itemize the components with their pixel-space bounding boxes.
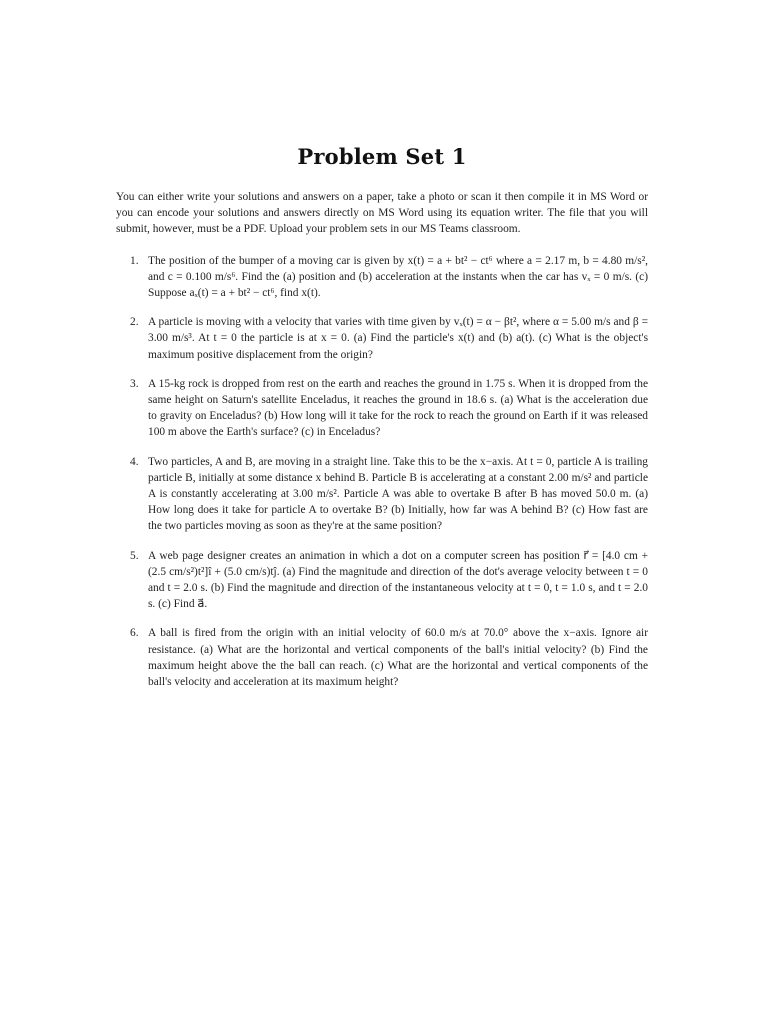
problem-number: 5.: [130, 549, 139, 562]
problem-list: [116, 253, 648, 691]
problem-number: 1.: [130, 254, 139, 267]
problem-item: [116, 314, 648, 363]
problem-item: [116, 454, 648, 535]
problem-item: [116, 376, 648, 441]
problem-number: 4.: [130, 455, 139, 468]
problem-text: Two particles, A and B, are moving in a straight line. Take this to be the x−axis. At t = 0, particle A is trailing particle B, initially at some distance x behind B. Particle B is accelerating at a constant 2.00 m/s² and particle A is constantly accelerating at 3.00 m/s². Particle A was able to overtake B after B has moved 50.0 m. (a) How long does it take for particle A to overtake B? (b) Initially, how far was A behind B? (c) How fast are the two particles moving as soon as they're at the same position?: [148, 455, 648, 533]
problem-number: 2.: [130, 316, 139, 329]
intro-paragraph: You can either write your solutions and answers on a paper, take a photo or scan it then compile it in MS Word or you can encode your solutions and answers directly on MS Word using its equation writer. The file that you will submit, however, must be a PDF. Upload your problem sets in our MS Teams classroom.: [116, 191, 648, 236]
problem-text: The position of the bumper of a moving car is given by x(t) = a + bt² − ct⁶ where a = 2.17 m, b = 4.80 m/s², and c = 0.100 m/s⁶. Find the (a) position and (b) acceleration at the instants when the car has vₓ = 0 m/s. (c) Suppose aₓ(t) = a + bt² − ct⁶, find x(t).: [148, 254, 648, 300]
problem-text: A particle is moving with a velocity that varies with time given by vₓ(t) = α − βt², where α = 5.00 m/s and β = 3.00 m/s³. At t = 0 the particle is at x = 0. (a) Find the particle's x(t) and (b) a(t). (c) What is the object's maximum positive displacement from the origin?: [148, 316, 648, 361]
problem-text: A 15-kg rock is dropped from rest on the earth and reaches the ground in 1.75 s. When it is dropped from the same height on Saturn's satellite Enceladus, it reaches the ground in 18.6 s. (a) What is the acceleration due to gravity on Enceladus? (b) How long will it take for the rock to reach the ground on Earth if it was released 100 m above the Earth's surface? (c) in Enceladus?: [148, 377, 648, 439]
problem-item: [116, 548, 648, 613]
problem-text: A web page designer creates an animation in which a dot on a computer screen has position r⃗ = [4.0 cm + (2.5 cm/s²)t²]î + (5.0 cm/s)tĵ. (a) Find the magnitude and direction of the dot's average velocity between t = 0 and t = 2.0 s. (b) Find the magnitude and direction of the instantaneous velocity at t = 0, t = 1.0 s, and t = 2.0 s. (c) Find a⃗.: [148, 549, 648, 611]
problem-text: A ball is fired from the origin with an initial velocity of 60.0 m/s at 70.0° above the x−axis. Ignore air resistance. (a) What are the horizontal and vertical components of the ball's initial velocity? (b) Find the maximum height above the the ball can reach. (c) What are the horizontal and vertical components of the ball's velocity and acceleration at its maximum height?: [148, 627, 648, 689]
problem-number: 3.: [130, 377, 139, 390]
problem-item: [116, 253, 648, 302]
page-title: Problem Set 1: [297, 144, 467, 169]
document-page: [116, 138, 648, 703]
problem-number: 6.: [130, 627, 139, 640]
problem-item: [116, 625, 648, 690]
